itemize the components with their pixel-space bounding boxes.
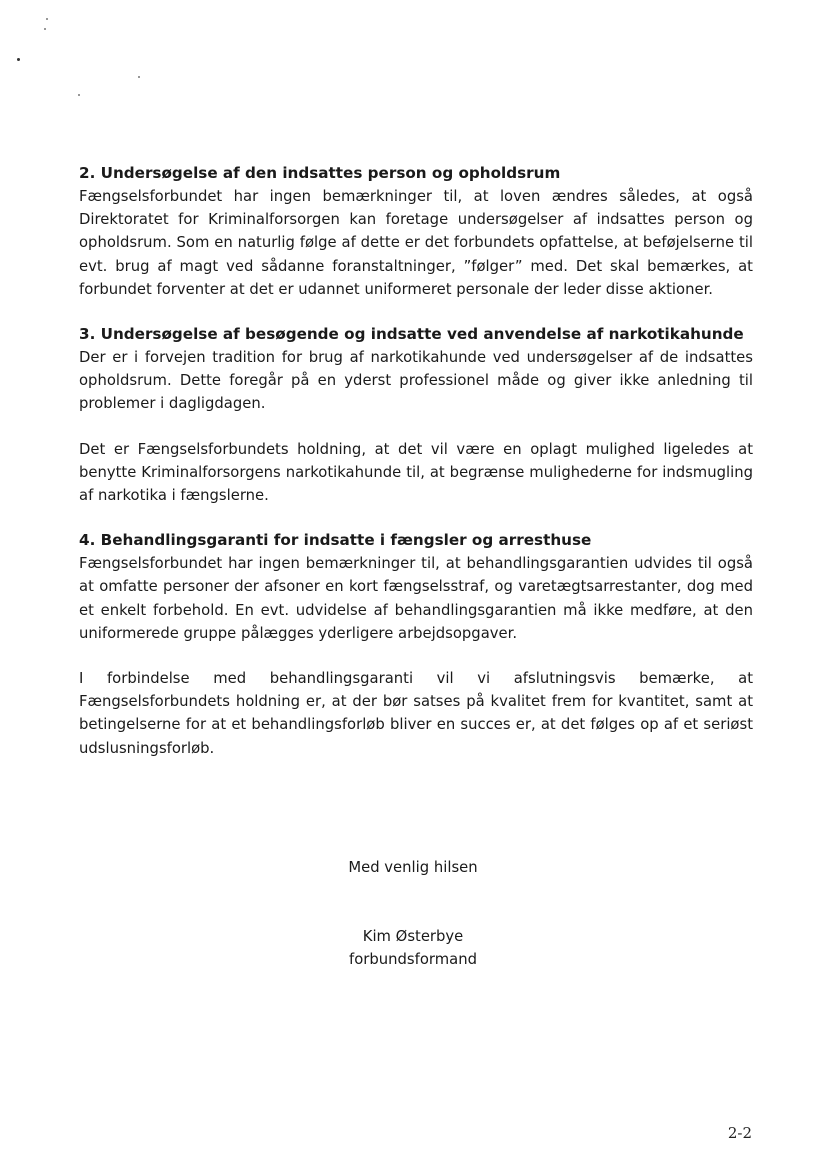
letter-body <box>79 162 753 782</box>
section-heading: 3. Undersøgelse af besøgende og indsatte ved anvendelse af narkotikahunde <box>79 325 744 344</box>
section-paragraph: Fængselsforbundet har ingen bemærkninger til, at loven ændres således, at også Direktoratet for Kriminalforsorgen kan foretage undersøgelser af indsattes person og opholdsrum. Som en naturlig følge af dette er det forbundets opfattelse, at beføjelserne til evt. brug af magt ved sådanne foranstaltninger, ”følger” med. Det skal bemærkes, at forbundet forventer at det er udannet uniformeret personale der leder disse aktioner. <box>79 188 753 298</box>
section-paragraph: Det er Fængselsforbundets holdning, at det vil være en oplagt mulighed ligeledes at benytte Kriminalforsorgens narkotikahunde til, at begrænse mulighederne for indsmugling af narkotika i fængslerne. <box>79 440 753 505</box>
section-treatment-guarantee <box>79 529 753 645</box>
closing-greeting: Med venlig hilsen <box>348 859 478 876</box>
section-heading: 2. Undersøgelse af den indsattes person og opholdsrum <box>79 164 561 182</box>
section-treatment-guarantee-continued <box>79 667 753 760</box>
page-number: 2-2 <box>727 1124 752 1142</box>
scan-speck <box>78 94 80 96</box>
section-investigation-person <box>79 162 753 301</box>
signature-block <box>0 925 826 971</box>
section-heading: 4. Behandlingsgaranti for indsatte i fængsler og arresthuse <box>79 531 592 550</box>
scan-speck <box>46 18 48 20</box>
section-drug-dogs-continued <box>79 438 753 508</box>
scan-speck <box>17 58 20 61</box>
scan-speck <box>138 76 140 78</box>
signer-title: forbundsformand <box>349 951 477 969</box>
scan-speck <box>44 28 46 30</box>
section-paragraph: I forbindelse med behandlingsgaranti vil vi afslutningsvis bemærke, at Fængselsforbundets holdning er, at der bør satses på kvalitet frem for kvantitet, samt at betingelserne for at et behandlingsforløb bliver en succes er, at det følges op af et seriøst udslusningsforløb. <box>79 670 753 757</box>
section-drug-dogs <box>79 323 753 416</box>
signer-name: Kim Østerbye <box>362 928 464 945</box>
section-paragraph: Fængselsforbundet har ingen bemærkninger til, at behandlingsgarantien udvides til også at omfatte personer der afsoner en kort fængselsstraf, og varetægtsarrestanter, dog med et enkelt forbehold. En evt. udvidelse af behandlingsgarantien må ikke medføre, at den uniformerede gruppe pålægges yderligere arbejdsopgaver. <box>79 555 753 642</box>
section-paragraph: Der er i forvejen tradition for brug af narkotikahunde ved undersøgelser af de indsattes opholdsrum. Dette foregår på en yderst professionel måde og giver ikke anledning til problemer i dagligdagen. <box>79 349 753 413</box>
